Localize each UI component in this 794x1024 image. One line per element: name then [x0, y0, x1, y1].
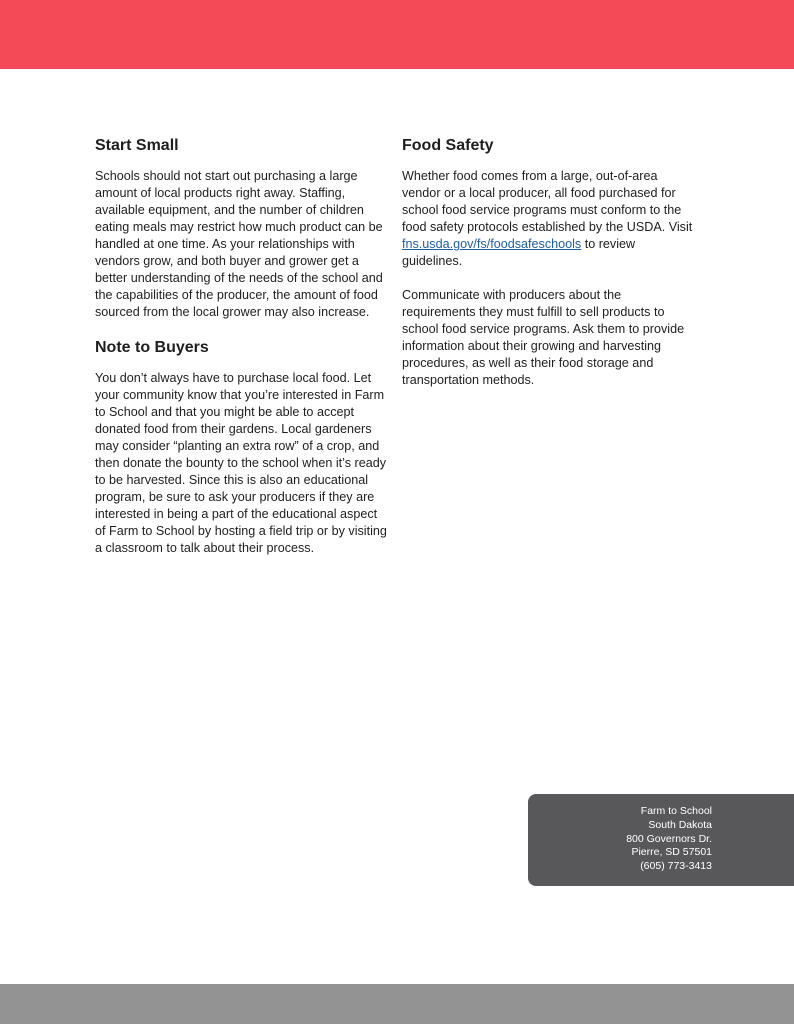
address-line-org: Farm to School [640, 805, 712, 817]
food-safety-paragraph-1 [402, 168, 694, 270]
address-line-city: Pierre, SD 57501 [631, 846, 712, 859]
header-color-band [0, 0, 794, 69]
note-to-buyers-section [95, 338, 387, 557]
address-line-state: South Dakota [648, 818, 712, 831]
address-line-street: 800 Governors Dr. [626, 832, 712, 845]
start-small-section [95, 136, 387, 321]
note-to-buyers-heading: Note to Buyers [95, 339, 209, 356]
note-to-buyers-body: You don’t always have to purchase local food. Let your community know that you’re interested in Farm to School and that you might be able to accept donated food from their gardens. Local gardeners may consider “planting an extra row” of a crop, and then donate the bounty to the school when it’s ready to be harvested. Since this is also an educational program, be sure to ask your producers if they are interested in being a part of the educational aspect of Farm to School by hosting a field trip or by visiting a classroom to talk about their process. [95, 371, 387, 555]
food-safety-section [402, 136, 694, 389]
food-safety-heading: Food Safety [402, 137, 494, 154]
address-box [528, 794, 794, 886]
food-safety-text-before-link: Whether food comes from a large, out-of-area vendor or a local producer, all food purchased for school food service programs must conform to the food safety protocols established by the USDA. Visit [402, 169, 693, 234]
start-small-body: Schools should not start out purchasing a large amount of local products right away. Staffing, available equipment, and the number of children eating meals may restrict how much product can be handled at one time. As your relationships with vendors grow, and both buyer and grower get a better understanding of the needs of the school and the capabilities of the producer, the amount of food sourced from the local grower may also increase. [95, 169, 383, 319]
right-column [402, 136, 694, 406]
foodsafeschools-link[interactable]: fns.usda.gov/fs/foodsafeschools [402, 237, 582, 251]
start-small-heading: Start Small [95, 137, 179, 154]
left-column [95, 136, 387, 574]
food-safety-text-after-link: to review guidelines. [402, 237, 636, 268]
address-line-phone: (605) 773-3413 [640, 860, 712, 873]
food-safety-paragraph-2: Communicate with producers about the requirements they must fulfill to sell products to school food service programs. Ask them to provide information about their growing and harvesting procedures, as well as their food storage and transportation methods. [402, 288, 685, 387]
footer-color-band [0, 984, 794, 1024]
